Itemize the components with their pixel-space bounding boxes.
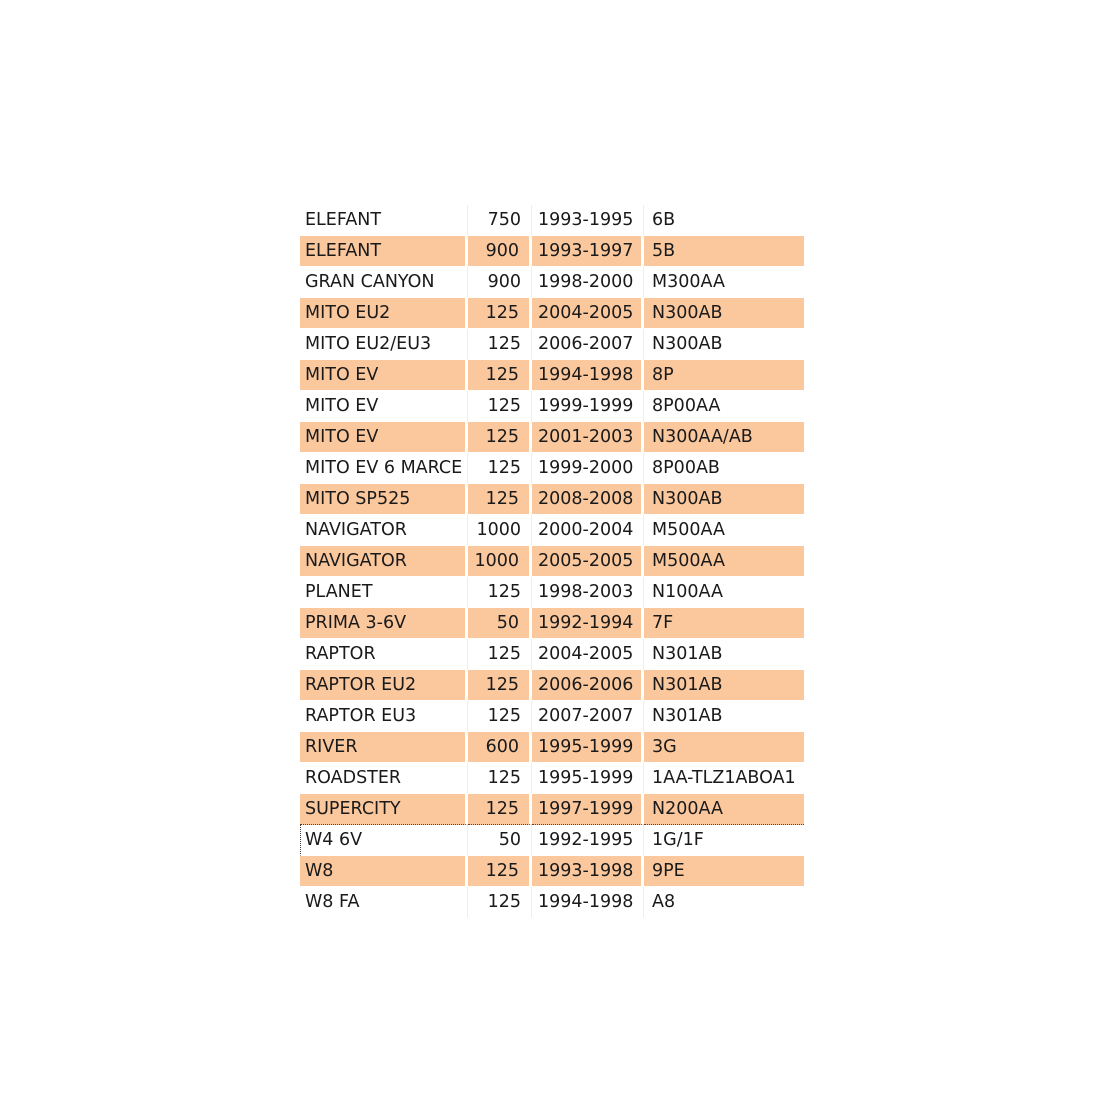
cell-model: W8: [300, 856, 468, 887]
cell-model: ELEFANT: [300, 236, 468, 267]
cell-years: 1993-1998: [532, 856, 644, 887]
cell-displacement: 125: [468, 670, 532, 701]
table-row[interactable]: [300, 639, 804, 670]
cell-displacement: 125: [468, 794, 532, 825]
cell-model: PRIMA 3-6V: [300, 608, 468, 639]
cell-model: MITO EV: [300, 360, 468, 391]
cell-model: MITO EU2: [300, 298, 468, 329]
cell-years: 2006-2007: [532, 329, 644, 360]
cell-years: 1998-2000: [532, 267, 644, 298]
cell-displacement: 125: [468, 484, 532, 515]
table-row[interactable]: [300, 732, 804, 763]
cell-engine-code: N300AB: [644, 298, 804, 329]
cell-displacement: 125: [468, 298, 532, 329]
cell-displacement: 1000: [468, 515, 532, 546]
cell-engine-code: N100AA: [644, 577, 804, 608]
cell-model: NAVIGATOR: [300, 515, 468, 546]
cell-displacement: 125: [468, 639, 532, 670]
cell-years: 2004-2005: [532, 639, 644, 670]
cell-years: 2000-2004: [532, 515, 644, 546]
model-table: [300, 205, 804, 918]
cell-engine-code: N300AA/AB: [644, 422, 804, 453]
cell-model: ROADSTER: [300, 763, 468, 794]
cell-displacement: 50: [468, 825, 532, 856]
cell-years: 2004-2005: [532, 298, 644, 329]
cell-years: 2005-2005: [532, 546, 644, 577]
cell-engine-code: N301AB: [644, 639, 804, 670]
cell-engine-code: 6B: [644, 205, 804, 236]
table-row[interactable]: [300, 701, 804, 732]
table-row[interactable]: [300, 205, 804, 236]
cell-displacement: 125: [468, 391, 532, 422]
cell-engine-code: N301AB: [644, 701, 804, 732]
cell-years: 1994-1998: [532, 360, 644, 391]
table-row[interactable]: [300, 856, 804, 887]
cell-years: 1998-2003: [532, 577, 644, 608]
cell-engine-code: A8: [644, 887, 804, 918]
cell-displacement: 125: [468, 329, 532, 360]
cell-model: W4 6V: [300, 825, 468, 856]
cell-engine-code: 8P00AA: [644, 391, 804, 422]
cell-years: 1995-1999: [532, 732, 644, 763]
cell-years: 1993-1997: [532, 236, 644, 267]
cell-engine-code: N301AB: [644, 670, 804, 701]
cell-years: 2006-2006: [532, 670, 644, 701]
cell-model: ELEFANT: [300, 205, 468, 236]
cell-displacement: 125: [468, 856, 532, 887]
cell-model: RAPTOR: [300, 639, 468, 670]
cell-years: 1999-2000: [532, 453, 644, 484]
cell-displacement: 125: [468, 422, 532, 453]
table-row[interactable]: [300, 577, 804, 608]
cell-years: 1992-1995: [532, 825, 644, 856]
cell-displacement: 900: [468, 267, 532, 298]
table-row[interactable]: [300, 825, 804, 856]
table-row[interactable]: [300, 794, 804, 825]
table-row[interactable]: [300, 267, 804, 298]
table-row[interactable]: [300, 391, 804, 422]
cell-model: RAPTOR EU2: [300, 670, 468, 701]
cell-years: 1995-1999: [532, 763, 644, 794]
table-row[interactable]: [300, 236, 804, 267]
cell-engine-code: M500AA: [644, 515, 804, 546]
cell-engine-code: 5B: [644, 236, 804, 267]
cell-displacement: 125: [468, 577, 532, 608]
table-row[interactable]: [300, 453, 804, 484]
cell-model: MITO EV: [300, 422, 468, 453]
cell-model: PLANET: [300, 577, 468, 608]
table-row[interactable]: [300, 484, 804, 515]
cell-engine-code: 7F: [644, 608, 804, 639]
cell-engine-code: 8P00AB: [644, 453, 804, 484]
cell-displacement: 900: [468, 236, 532, 267]
cell-engine-code: 1G/1F: [644, 825, 804, 856]
cell-engine-code: 3G: [644, 732, 804, 763]
cell-years: 2001-2003: [532, 422, 644, 453]
table-row[interactable]: [300, 608, 804, 639]
cell-engine-code: N300AB: [644, 484, 804, 515]
cell-years: 2008-2008: [532, 484, 644, 515]
table-body: [300, 205, 804, 918]
cell-years: 1992-1994: [532, 608, 644, 639]
cell-years: 1999-1999: [532, 391, 644, 422]
cell-model: MITO EU2/EU3: [300, 329, 468, 360]
cell-model: MITO SP525: [300, 484, 468, 515]
cell-engine-code: 1AA-TLZ1ABOA1: [644, 763, 804, 794]
cell-displacement: 125: [468, 763, 532, 794]
cell-years: 2007-2007: [532, 701, 644, 732]
cell-engine-code: N200AA: [644, 794, 804, 825]
cell-model: NAVIGATOR: [300, 546, 468, 577]
cell-years: 1993-1995: [532, 205, 644, 236]
cell-displacement: 125: [468, 453, 532, 484]
cell-years: 1994-1998: [532, 887, 644, 918]
table-row[interactable]: [300, 763, 804, 794]
table-row[interactable]: [300, 298, 804, 329]
cell-model: MITO EV 6 MARCE: [300, 453, 468, 484]
cell-engine-code: M300AA: [644, 267, 804, 298]
table-row[interactable]: [300, 422, 804, 453]
cell-displacement: 125: [468, 701, 532, 732]
cell-years: 1997-1999: [532, 794, 644, 825]
cell-displacement: 125: [468, 360, 532, 391]
table-row[interactable]: [300, 887, 804, 918]
table-row[interactable]: [300, 329, 804, 360]
cell-model: SUPERCITY: [300, 794, 468, 825]
table-row[interactable]: [300, 515, 804, 546]
cell-model: RIVER: [300, 732, 468, 763]
cell-engine-code: 9PE: [644, 856, 804, 887]
cell-engine-code: 8P: [644, 360, 804, 391]
cell-displacement: 125: [468, 887, 532, 918]
cell-engine-code: N300AB: [644, 329, 804, 360]
cell-displacement: 600: [468, 732, 532, 763]
cell-model: MITO EV: [300, 391, 468, 422]
table-row[interactable]: [300, 546, 804, 577]
cell-model: GRAN CANYON: [300, 267, 468, 298]
cell-displacement: 750: [468, 205, 532, 236]
cell-displacement: 1000: [468, 546, 532, 577]
table-row[interactable]: [300, 360, 804, 391]
cell-model: W8 FA: [300, 887, 468, 918]
cell-displacement: 50: [468, 608, 532, 639]
cell-model: RAPTOR EU3: [300, 701, 468, 732]
cell-engine-code: M500AA: [644, 546, 804, 577]
table-row[interactable]: [300, 670, 804, 701]
